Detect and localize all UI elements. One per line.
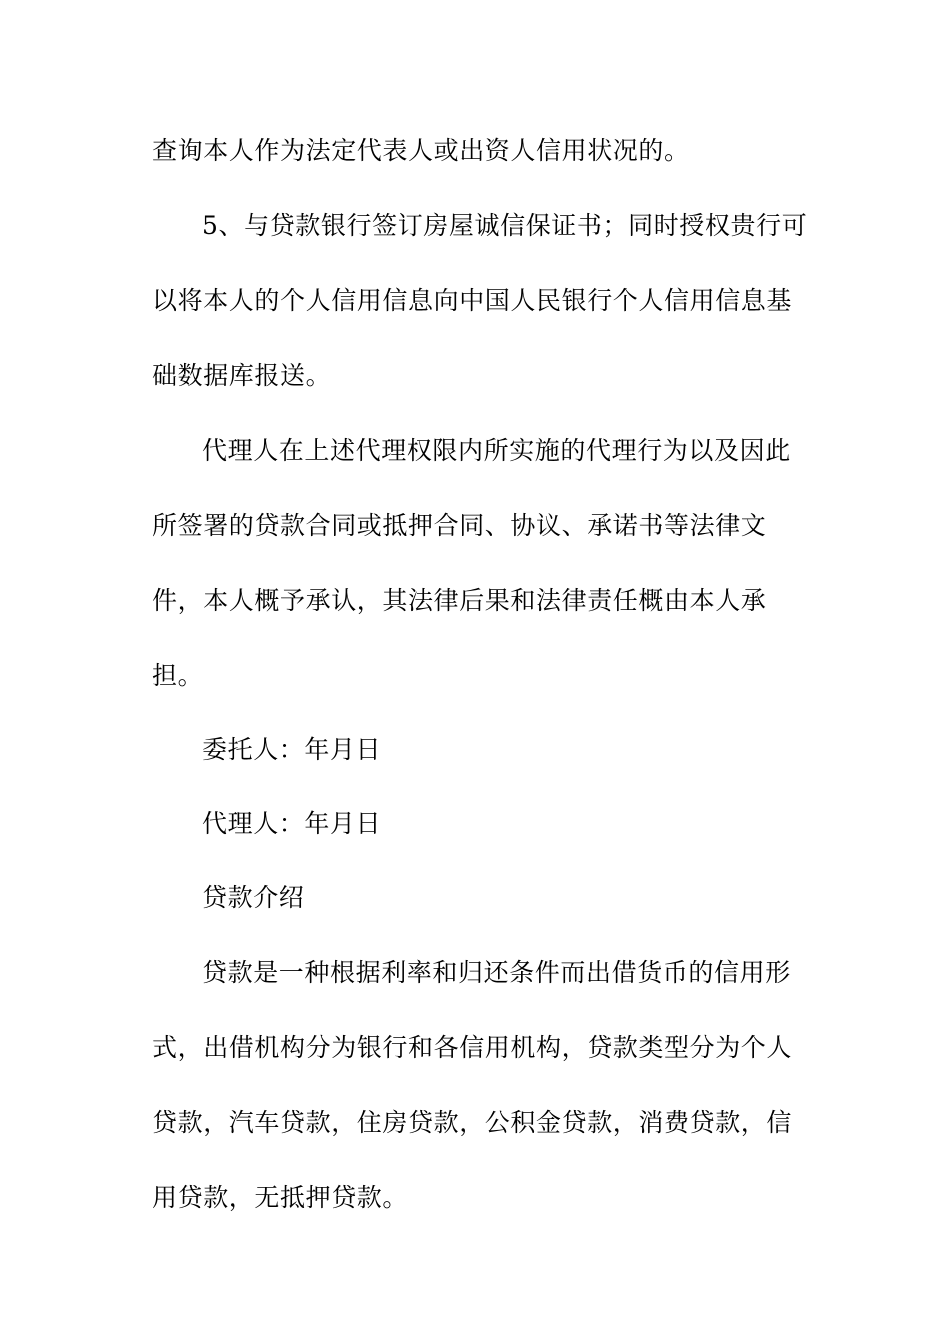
text-line: 用贷款，无抵押贷款。 [152,1183,409,1212]
signature-line-principal: 委托人：年月日 [202,735,382,764]
text-line: 代理人在上述代理权限内所实施的代理行为以及因此 [202,436,791,465]
signature-line-agent: 代理人：年月日 [202,809,382,838]
text-line: 5、与贷款银行签订房屋诚信保证书；同时授权贵行可 [202,211,808,240]
text-line: 式，出借机构分为银行和各信用机构，贷款类型分为个人 [152,1033,793,1062]
text-line: 贷款是一种根据利率和归还条件而出借货币的信用形 [202,958,791,987]
text-line: 所签署的贷款合同或抵押合同、协议、承诺书等法律文 [152,511,767,540]
text-line: 担。 [152,661,204,690]
text-line: 础数据库报送。 [152,361,332,390]
text-line: 贷款，汽车贷款，住房贷款，公积金贷款，消费贷款，信 [152,1108,793,1137]
text-line: 件，本人概予承认，其法律后果和法律责任概由本人承 [152,586,767,615]
text-line: 查询本人作为法定代表人或出资人信用状况的。 [152,136,690,165]
section-heading: 贷款介绍 [202,883,305,912]
text-line: 以将本人的个人信用信息向中国人民银行个人信用信息基 [152,286,793,315]
